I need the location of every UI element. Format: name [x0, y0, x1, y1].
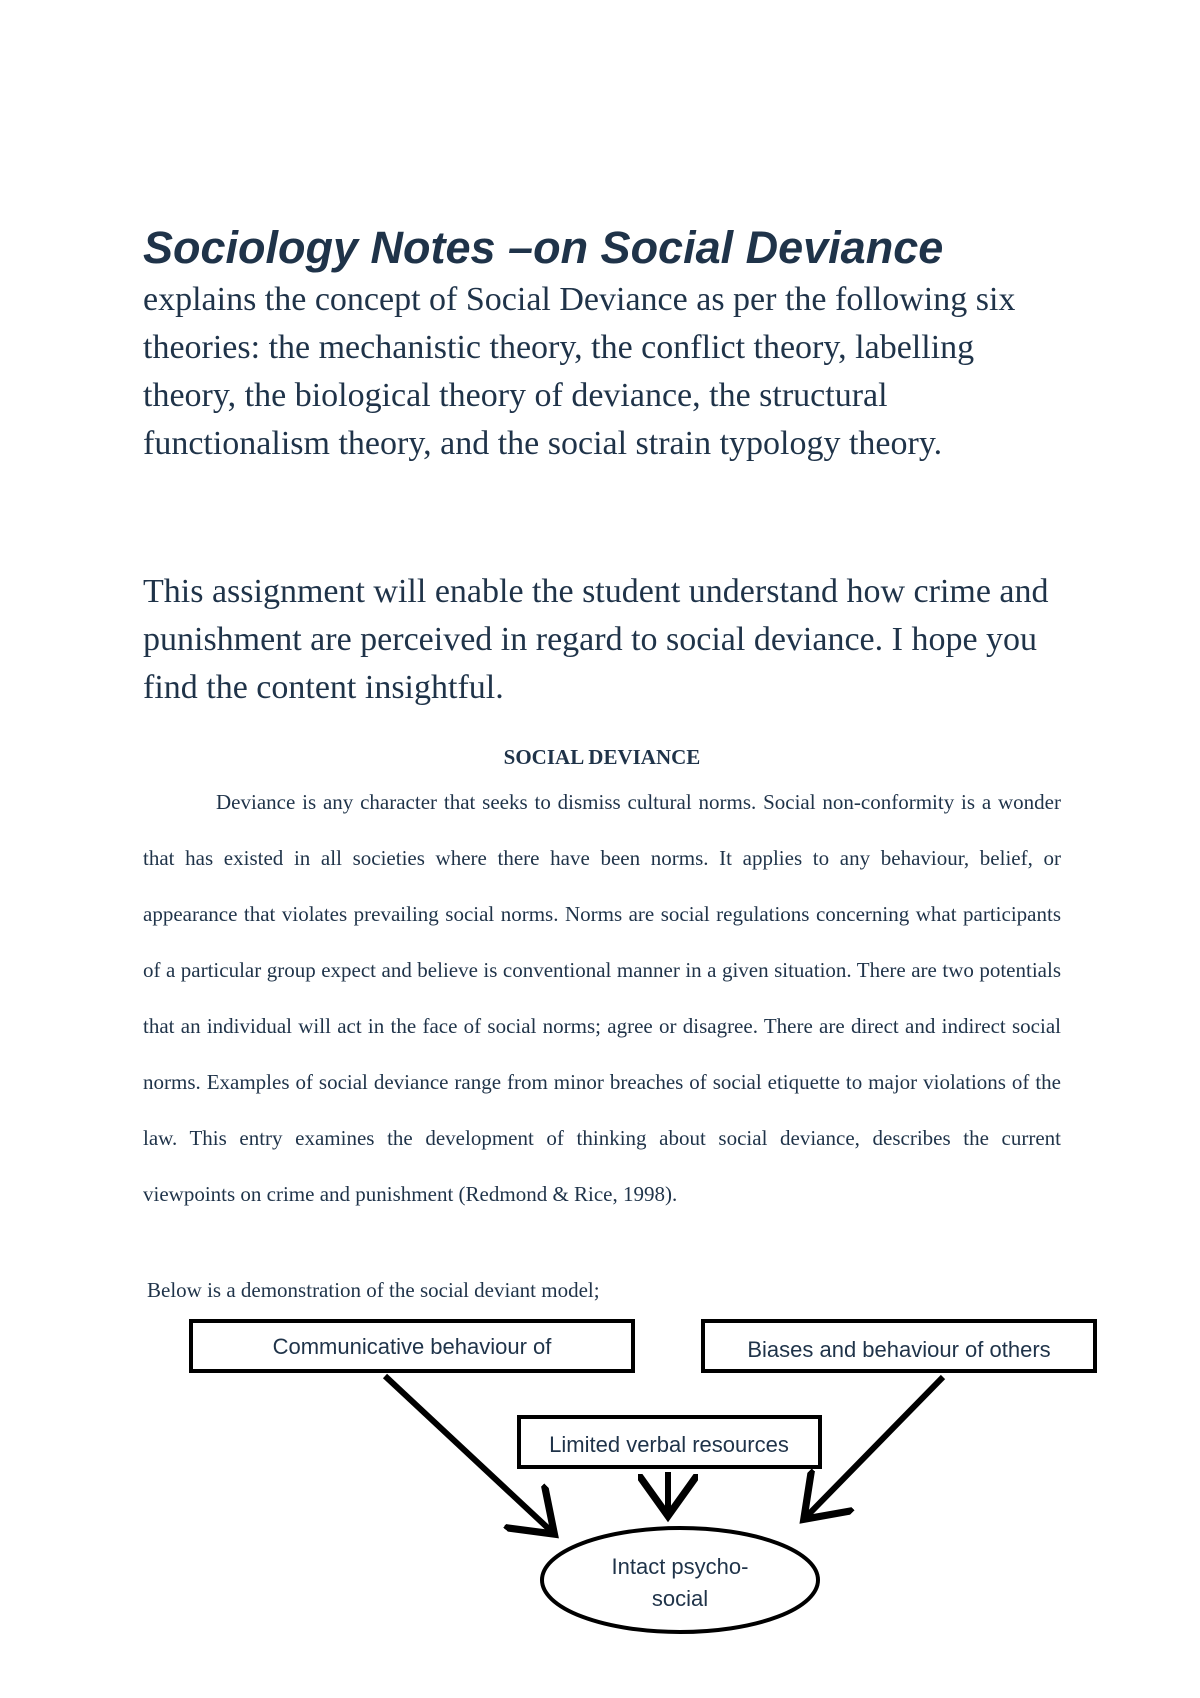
box-biases-behaviour-label: Biases and behaviour of others: [747, 1337, 1051, 1362]
box-communicative-behaviour-label: Communicative behaviour of: [272, 1334, 552, 1359]
ellipse-label-line-2: social: [651, 1586, 709, 1611]
ellipse-label-line-1: Intact psycho-: [611, 1554, 749, 1579]
ellipse-intact-psychosocial: [542, 1528, 818, 1632]
box-communicative-behaviour: [191, 1321, 633, 1371]
body-paragraph: Deviance is any character that seeks to dismiss cultural norms. Social non-conformity is a wonder that has existed in all societies where there have been norms. It applies to any behaviour, belief, or appearance that violates prevailing social norms. Norms are social regulations concerning what participants of a particular group expect and believe is conventional manner in a given situation. There are two potentials that an individual will act in the face of social norms; agree or disagree. There are direct and indirect social norms. Examples of social deviance range from minor breaches of social etiquette to major violations of the law. This entry examines the development of thinking about social deviance, describes the current viewpoints on crime and punishment (Redmond & Rice, 1998).: [143, 790, 1061, 1206]
box-limited-verbal-resources: [519, 1417, 820, 1467]
intro-paragraph: explains the concept of Social Deviance as per the following six theories: the mechanistic theory, the conflict theory, labelling theory, the biological theory of deviance, the structural functionalism theory, and the social strain typology theory.: [143, 281, 1016, 462]
section-heading: SOCIAL DEVIANCE: [503, 745, 701, 769]
box-limited-verbal-resources-label: Limited verbal resources: [549, 1432, 789, 1457]
document-title: Sociology Notes –on Social Deviance: [143, 222, 944, 273]
arrow-right-to-ellipse: [808, 1377, 943, 1515]
box-biases-behaviour: [703, 1321, 1095, 1371]
diagram-intro: Below is a demonstration of the social deviant model;: [147, 1278, 600, 1302]
intro-paragraph-purpose: This assignment will enable the student understand how crime and punishment are perceived in regard to social deviance. I hope you find the content insightful.: [143, 573, 1049, 706]
